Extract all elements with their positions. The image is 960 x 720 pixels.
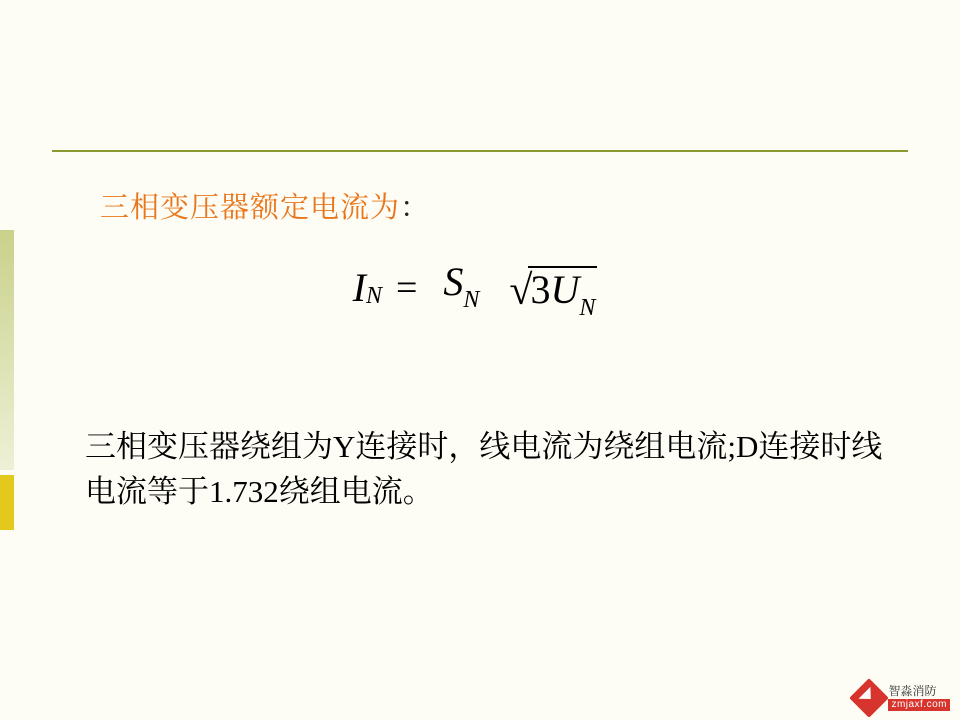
formula-lhs-variable: I bbox=[352, 265, 366, 311]
slide-heading bbox=[100, 185, 430, 226]
watermark-url: zmjaxf.com bbox=[888, 699, 950, 711]
heading-colon: ： bbox=[400, 192, 431, 224]
square-root-group bbox=[505, 267, 597, 322]
decorative-bar-yellow bbox=[0, 475, 14, 530]
formula-equals-sign: = bbox=[395, 267, 418, 310]
radical-icon: √ bbox=[509, 268, 533, 315]
horizontal-divider bbox=[52, 150, 908, 152]
denominator-variable: U bbox=[550, 267, 580, 313]
heading-text: 三相变压器额定电流为 bbox=[100, 192, 401, 224]
formula-fraction bbox=[431, 259, 607, 322]
formula-lhs-subscript: N bbox=[365, 283, 382, 310]
fraction-numerator bbox=[431, 259, 495, 314]
formula-block bbox=[0, 259, 960, 322]
denominator-coefficient: 3 bbox=[530, 267, 551, 313]
radicand bbox=[528, 266, 597, 322]
body-paragraph: 三相变压器绕组为Y连接时，线电流为绕组电流;D连接时线电流等于1.732绕组电流。 bbox=[85, 429, 883, 509]
numerator-variable: S bbox=[443, 259, 464, 304]
formula-expression bbox=[352, 259, 608, 322]
fraction-denominator bbox=[495, 267, 607, 322]
brand-logo-icon bbox=[850, 678, 890, 718]
numerator-subscript: N bbox=[463, 287, 480, 314]
denominator-subscript: N bbox=[579, 295, 596, 322]
watermark-title: 智淼消防 bbox=[888, 684, 937, 699]
watermark-text bbox=[888, 685, 950, 710]
watermark bbox=[855, 684, 950, 712]
